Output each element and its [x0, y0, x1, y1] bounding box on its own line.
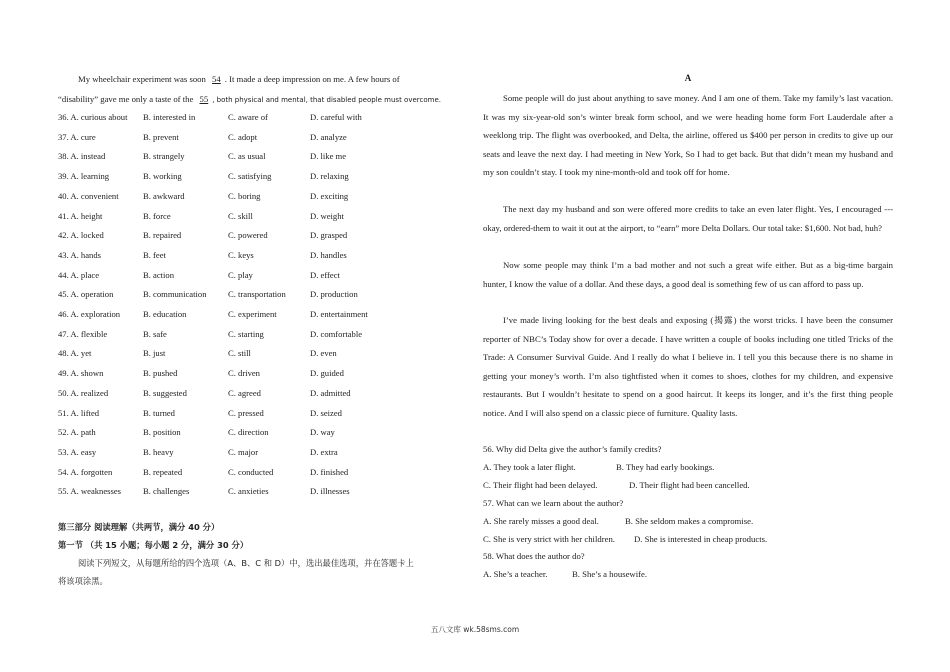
instruction-line2: 将该项涂黑。	[58, 576, 108, 586]
q56-option-a: A. They took a later flight.	[483, 462, 576, 472]
option-c: C. powered	[228, 230, 268, 241]
option-a: 39. A. learning	[58, 171, 110, 182]
option-a: 40. A. convenient	[58, 190, 119, 201]
blank-55: 55	[199, 94, 209, 104]
option-c: C. direction	[228, 427, 269, 438]
paragraph-4: I’ve made living looking for the best deals and exposing (揭露) the worst tricks. I have been the consumer reporter of NBC’s Today show for over a decade. I have written a couple of books including one titled Tricks of the Trade: A Consumer Survival Guide. And I really do what I believe in. I tell you this because there is no shame in getting your money’s worth. I’m also tightfisted when it comes to shoes, clothes for my children, and expensive restaurants. But I wouldn’t hesitate to spend on a good haircut. It keeps its longer, and it’s the first thing people notice. And I will also spend on a classic piece of furniture. Quality lasts.	[483, 315, 893, 418]
option-c: C. boring	[228, 190, 261, 201]
option-d: D. extra	[310, 446, 338, 457]
part3-heading: 第三部分 阅读理解（共两节，满分 40 分）	[58, 522, 220, 532]
option-d: D. analyze	[310, 131, 347, 142]
option-d: D. comfortable	[310, 328, 363, 339]
option-a: 41. A. height	[58, 210, 103, 221]
paragraph-3: Now some people may think I’m a bad mother and not such a great wife either. But as a big-time bargain hunter, I know the value of a dollar. And these days, a good deal is something few of us can afford to pass up.	[483, 260, 893, 289]
option-c: C. skill	[228, 210, 253, 221]
option-b: B. suggested	[143, 387, 187, 398]
q57-option-c: C. She is very strict with her children.	[483, 534, 615, 544]
option-a: 44. A. place	[58, 269, 100, 280]
option-a: 55. A. weaknesses	[58, 486, 122, 497]
option-a: 49. A. shown	[58, 368, 104, 379]
option-b: B. communication	[143, 289, 207, 300]
option-d: D. careful with	[310, 112, 362, 122]
option-d: D. admitted	[310, 387, 351, 398]
option-b: B. repaired	[143, 230, 182, 241]
option-b: B. action	[143, 269, 175, 280]
paragraph-2: The next day my husband and son were offered more credits to take an even later flight. Yes, I encouraged --- okay, ordered-them to wait it out at the airport, to “earn” more Delta Dollars. Our total take: $1,600. Not bad, huh?	[483, 204, 893, 233]
q57-option-a: A. She rarely misses a good deal.	[483, 516, 599, 526]
option-b: B. just	[143, 348, 166, 359]
option-b: B. pushed	[143, 368, 178, 379]
option-b: B. awkward	[143, 190, 185, 201]
option-c: C. driven	[228, 368, 260, 379]
option-c: C. still	[228, 348, 251, 359]
option-d: D. relaxing	[310, 171, 349, 182]
option-c: C. transportation	[228, 289, 286, 300]
option-b: B. prevent	[143, 131, 179, 142]
option-a: 38. A. instead	[58, 151, 106, 162]
option-d: D. entertainment	[310, 309, 368, 319]
option-d: D. effect	[310, 269, 340, 280]
option-d: D. handles	[310, 249, 347, 260]
q56-option-c: C. Their flight had been delayed.	[483, 480, 598, 490]
option-c: C. play	[228, 269, 253, 280]
blank-54: 54	[212, 74, 221, 84]
option-a: 48. A. yet	[58, 348, 92, 359]
q56-option-b: B. They had early bookings.	[616, 462, 715, 472]
question-58: 58. What does the author do?	[483, 551, 585, 561]
option-b: B. interested in	[143, 112, 196, 122]
option-b: B. force	[143, 210, 171, 221]
option-b: B. education	[143, 309, 187, 319]
option-d: D. like me	[310, 151, 347, 162]
option-c: C. experiment	[228, 309, 277, 319]
option-a: 42. A. locked	[58, 230, 104, 241]
option-b: B. strangely	[143, 151, 185, 162]
option-a: 46. A. exploration	[58, 309, 121, 319]
footer-watermark: 五八文库 wk.58sms.com	[430, 625, 520, 634]
option-c: C. conducted	[228, 466, 274, 477]
option-c: C. adopt	[228, 131, 258, 142]
option-b: B. working	[143, 171, 182, 182]
option-c: C. aware of	[228, 112, 268, 122]
option-a: 36. A. curious about	[58, 112, 128, 122]
option-a: 45. A. operation	[58, 289, 114, 300]
option-a: 37. A. cure	[58, 131, 96, 142]
option-a: 54. A. forgotten	[58, 466, 113, 477]
option-d: D. illnesses	[310, 486, 350, 497]
option-a: 50. A. realized	[58, 387, 109, 398]
option-c: C. satisfying	[228, 171, 272, 182]
option-d: D. finished	[310, 466, 349, 477]
option-a: 47. A. flexible	[58, 328, 108, 339]
option-b: B. turned	[143, 407, 175, 418]
question-56: 56. Why did Delta give the author’s family credits?	[483, 444, 662, 454]
q58-option-b: B. She’s a housewife.	[572, 569, 648, 579]
option-d: D. even	[310, 348, 337, 359]
question-57: 57. What can we learn about the author?	[483, 498, 624, 508]
passage-ending: My wheelchair experiment was soon 54 . It made a deep impression on me. A few hours of	[78, 74, 400, 84]
option-c: C. major	[228, 446, 259, 457]
option-d: D. weight	[310, 210, 344, 221]
option-d: D. exciting	[310, 190, 349, 201]
instruction-line1: 阅读下列短文，从每题所给的四个选项（A、B、C 和 D）中，选出最佳选项，并在答题卡上	[78, 558, 414, 568]
q57-option-d: D. She is interested in cheap products.	[634, 534, 768, 544]
option-b: B. challenges	[143, 486, 190, 497]
option-d: D. grasped	[310, 230, 348, 241]
option-c: C. as usual	[228, 151, 266, 162]
option-c: C. keys	[228, 249, 254, 260]
passage-ending-line2: “disability” gave me only a taste of the 55 , both physical and mental, that disabled people must overcome.	[58, 94, 441, 104]
passage-title: A	[684, 73, 692, 83]
option-b: B. safe	[143, 328, 167, 339]
q58-option-a: A. She’s a teacher.	[483, 569, 548, 579]
paragraph-1: Some people will do just about anything to save money. And I am one of them. Take my family’s last vacation. It was my six-year-old son’s winter break form school, and we were heading home form Fort Lauderdale after a weeklong trip. The flight was overbooked, and Delta, the airline, offered us $400 per person in credits to give up our seats and leave the next day. I had meeting in New York, So I had to get back. But that didn’t mean my husband and my son couldn’t stay. I took my nine-month-old and took off for home.	[483, 93, 893, 178]
option-a: 52. A. path	[58, 427, 96, 438]
option-c: C. agreed	[228, 387, 261, 398]
option-a: 53. A. easy	[58, 446, 97, 457]
option-c: C. starting	[228, 328, 264, 339]
option-c: C. pressed	[228, 407, 264, 418]
option-a: 51. A. lifted	[58, 407, 100, 418]
q57-option-b: B. She seldom makes a compromise.	[625, 516, 754, 526]
option-a: 43. A. hands	[58, 249, 101, 260]
option-d: D. production	[310, 289, 358, 300]
option-c: C. anxieties	[228, 486, 269, 497]
q56-option-d: D. Their flight had been cancelled.	[629, 480, 750, 490]
option-b: B. position	[143, 427, 181, 438]
option-d: D. seized	[310, 407, 342, 418]
option-b: B. feet	[143, 249, 166, 260]
option-d: D. way	[310, 427, 335, 438]
option-b: B. heavy	[143, 446, 174, 457]
option-d: D. guided	[310, 368, 344, 379]
section1-heading: 第一节 （共 15 小题；每小题 2 分，满分 30 分）	[58, 540, 249, 550]
option-b: B. repeated	[143, 466, 183, 477]
